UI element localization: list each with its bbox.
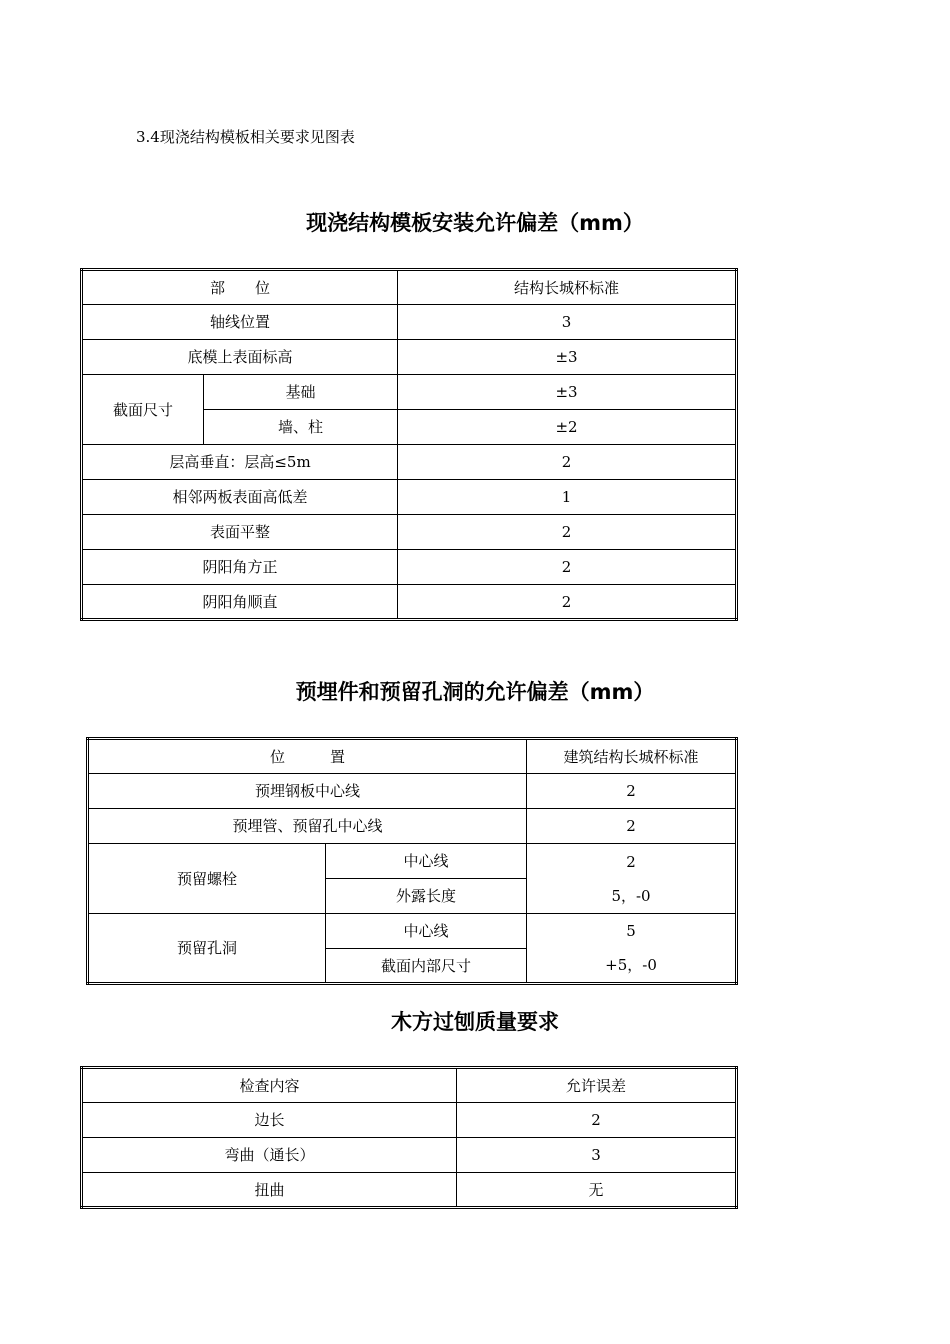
group-cell: 预留孔洞 [88, 914, 326, 984]
table-row [82, 1173, 737, 1208]
table-row [82, 375, 737, 410]
item-cell: 层高垂直：层高≤5m [82, 445, 398, 480]
item-cell: 中心线 [326, 914, 527, 949]
group-cell: 截面尺寸 [82, 375, 204, 445]
value-cell: 无 [457, 1173, 737, 1208]
value-cell [527, 844, 737, 914]
tolerance-table-embedded-parts [86, 737, 738, 985]
value-cell: 3 [457, 1138, 737, 1173]
table-row [88, 914, 737, 949]
value-cell: 2 [398, 445, 737, 480]
value-cell: ±3 [398, 340, 737, 375]
table-row [82, 445, 737, 480]
item-cell: 预埋管、预留孔中心线 [88, 809, 527, 844]
item-cell: 边长 [82, 1103, 457, 1138]
tolerance-table-formwork [80, 268, 738, 621]
item-cell: 外露长度 [326, 879, 527, 914]
item-cell: 阴阳角方正 [82, 550, 398, 585]
timber-planing-quality-table [80, 1066, 738, 1209]
item-cell: 截面内部尺寸 [326, 949, 527, 984]
header-cell: 部 位 [82, 270, 398, 305]
value-line: +5，-0 [605, 956, 657, 974]
table2-title: 预埋件和预留孔洞的允许偏差（mm） [295, 680, 655, 704]
item-cell: 相邻两板表面高低差 [82, 480, 398, 515]
item-cell: 基础 [204, 375, 398, 410]
item-cell: 阴阳角顺直 [82, 585, 398, 620]
table-header-row [82, 1068, 737, 1103]
table-row [88, 809, 737, 844]
table-row [82, 1138, 737, 1173]
table-header-row [82, 270, 737, 305]
header-cell: 检查内容 [82, 1068, 457, 1103]
value-cell: 2 [527, 774, 737, 809]
value-cell: 2 [398, 515, 737, 550]
value-cell: ±2 [398, 410, 737, 445]
table-row [88, 774, 737, 809]
item-cell: 轴线位置 [82, 305, 398, 340]
value-line: 5，-0 [611, 886, 651, 905]
table-row [82, 550, 737, 585]
item-cell: 预埋钢板中心线 [88, 774, 527, 809]
table-row [82, 480, 737, 515]
item-cell: 弯曲（通长） [82, 1138, 457, 1173]
table-header-row [88, 739, 737, 774]
group-cell: 预留螺栓 [88, 844, 326, 914]
value-line: 2 [626, 852, 636, 871]
value-cell: 2 [398, 550, 737, 585]
value-cell: ±3 [398, 375, 737, 410]
table-row [88, 844, 737, 879]
value-cell: 3 [398, 305, 737, 340]
table1-title: 现浇结构模板安装允许偏差（mm） [306, 211, 644, 235]
table-row [82, 305, 737, 340]
header-cell: 建筑结构长城杯标准 [527, 739, 737, 774]
value-cell: 2 [457, 1103, 737, 1138]
item-cell: 墙、柱 [204, 410, 398, 445]
header-cell: 允许误差 [457, 1068, 737, 1103]
value-cell: 1 [398, 480, 737, 515]
header-cell: 位 置 [88, 739, 527, 774]
intro-text: 3.4现浇结构模板相关要求见图表 [136, 128, 355, 146]
item-cell: 扭曲 [82, 1173, 457, 1208]
value-cell: 2 [398, 585, 737, 620]
table-row [82, 585, 737, 620]
table-row [82, 1103, 737, 1138]
table-row [82, 340, 737, 375]
value-cell [527, 914, 737, 984]
value-line: 5 [626, 922, 636, 940]
item-cell: 中心线 [326, 844, 527, 879]
item-cell: 表面平整 [82, 515, 398, 550]
header-cell: 结构长城杯标准 [398, 270, 737, 305]
value-cell: 2 [527, 809, 737, 844]
table3-title: 木方过刨质量要求 [391, 1010, 559, 1034]
item-cell: 底模上表面标高 [82, 340, 398, 375]
table-row [82, 515, 737, 550]
